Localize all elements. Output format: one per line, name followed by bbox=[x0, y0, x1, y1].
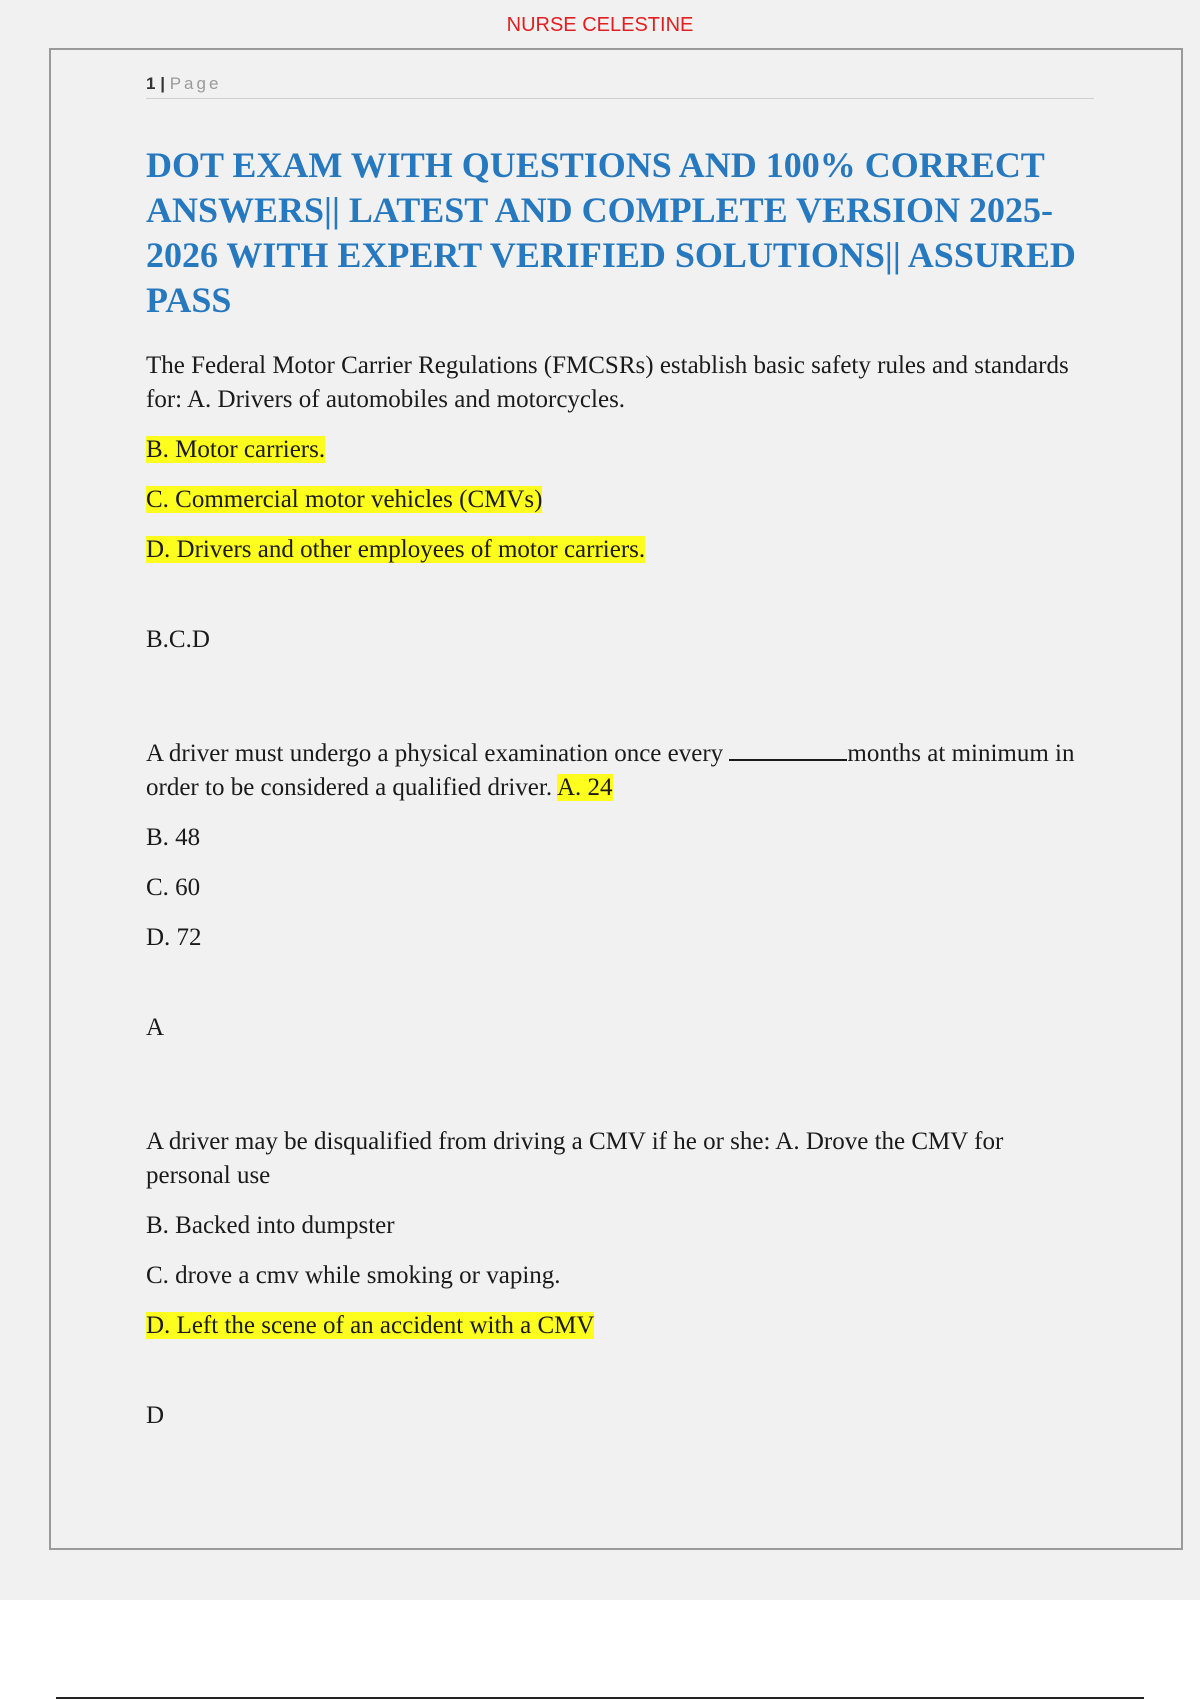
question-3-option-b: B. Backed into dumpster bbox=[146, 1212, 395, 1239]
question-2-option-d: D. 72 bbox=[146, 924, 202, 951]
question-1-text: The Federal Motor Carrier Regulations (FMCSRs) establish basic safety rules and standards for: A. Drivers of automobiles and motorcycles. bbox=[146, 352, 1069, 413]
question-3-option-d: D. Left the scene of an accident with a CMV bbox=[146, 1312, 595, 1339]
page-content bbox=[146, 74, 1094, 1433]
question-3-answer: D bbox=[146, 1402, 165, 1429]
page-header bbox=[146, 74, 1094, 99]
question-1-option-c: C. Commercial motor vehicles (CMVs) bbox=[146, 486, 543, 513]
question-3-text: A driver may be disqualified from driving a CMV if he or she: A. Drove the CMV for personal use bbox=[146, 1128, 1004, 1189]
question-2-text-after: months at minimum in order to be considered a qualified driver. bbox=[146, 740, 1075, 801]
answer-blank bbox=[729, 737, 847, 761]
question-2-answer: A bbox=[146, 1014, 165, 1041]
page-separator: | bbox=[160, 74, 165, 93]
footer-divider bbox=[56, 1697, 1144, 1699]
watermark-text: NURSE CELESTINE bbox=[506, 14, 694, 36]
question-1-option-b: B. Motor carriers. bbox=[146, 436, 326, 463]
question-1-option-d: D. Drivers and other employees of motor carriers. bbox=[146, 536, 646, 563]
page-label: Page bbox=[169, 74, 222, 93]
question-1-answer: B.C.D bbox=[146, 626, 210, 653]
question-2-text bbox=[146, 737, 1094, 805]
document-title: DOT EXAM WITH QUESTIONS AND 100% CORRECT ANSWERS|| LATEST AND COMPLETE VERSION 2025-2026 WITH EXPERT VERIFIED SOLUTIONS|| ASSURED PASS bbox=[146, 145, 1076, 320]
question-2-text-before: A driver must undergo a physical examination once every bbox=[146, 740, 724, 767]
question-2-option-a: A. 24 bbox=[556, 774, 613, 801]
question-3-option-c: C. drove a cmv while smoking or vaping. bbox=[146, 1262, 561, 1289]
question-2-option-c: C. 60 bbox=[146, 874, 201, 901]
page-number: 1 bbox=[146, 74, 156, 93]
question-2-option-b: B. 48 bbox=[146, 824, 201, 851]
